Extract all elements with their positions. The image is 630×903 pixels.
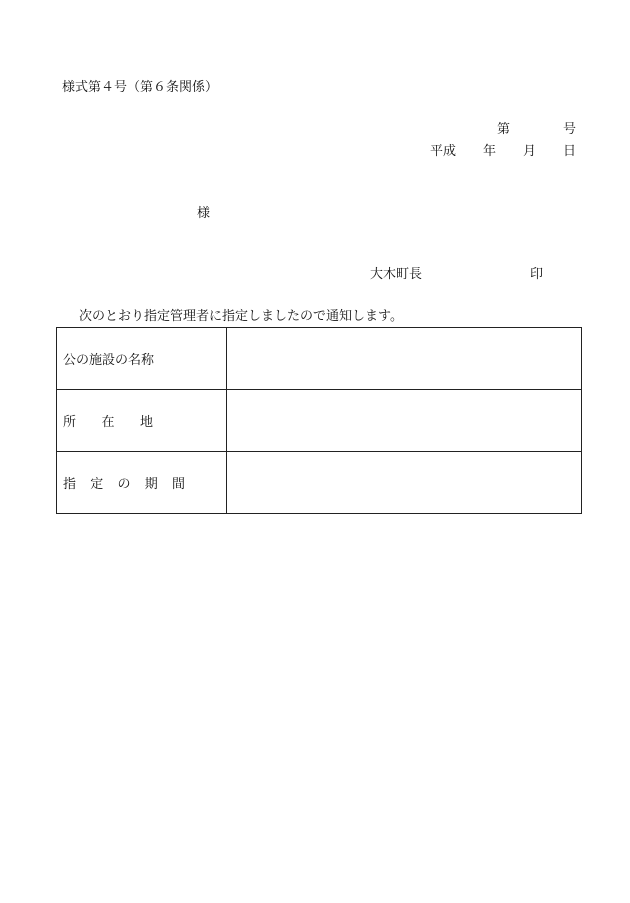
addressee-honorific: 様 (197, 206, 211, 221)
location-label (57, 390, 227, 452)
location-char-3: 地 (139, 415, 153, 430)
period-char-4: 期 (144, 477, 158, 492)
designation-period-label (57, 452, 227, 514)
date-month-label: 月 (523, 144, 537, 159)
date-day-label: 日 (563, 144, 577, 159)
table-row-facility-name (57, 328, 582, 390)
location-char-2: 在 (101, 415, 115, 430)
facility-name-label: 公の施設の名称 (57, 328, 227, 390)
location-label-chars (63, 411, 153, 430)
designation-period-value (227, 452, 582, 514)
period-char-2: 定 (90, 477, 104, 492)
seal-mark: 印 (530, 267, 544, 282)
location-value (227, 390, 582, 452)
notice-text: 次のとおり指定管理者に指定しましたので通知します。 (79, 309, 403, 324)
table-row-location (57, 390, 582, 452)
document-number-suffix: 号 (563, 122, 577, 137)
location-char-1: 所 (63, 415, 77, 430)
document-number-label: 第 (497, 122, 511, 137)
designation-period-label-chars (63, 473, 185, 492)
form-number: 様式第４号（第６条関係） (62, 80, 219, 95)
designation-info-table (56, 327, 582, 514)
period-char-5: 間 (171, 477, 185, 492)
issuer-title: 大木町長 (370, 267, 423, 282)
facility-name-value (227, 328, 582, 390)
date-era: 平成 (430, 144, 457, 159)
table-row-designation-period (57, 452, 582, 514)
period-char-3: の (117, 477, 131, 492)
date-year-label: 年 (483, 144, 497, 159)
period-char-1: 指 (63, 477, 77, 492)
